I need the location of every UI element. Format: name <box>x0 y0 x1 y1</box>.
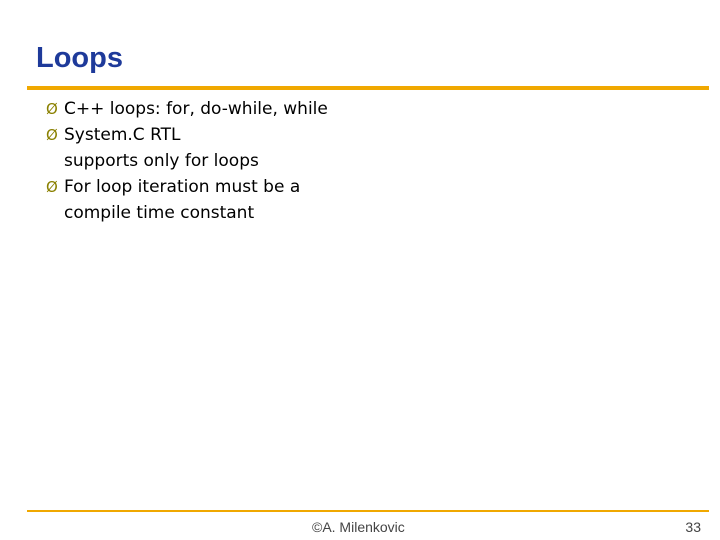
arrow-bullet-icon: Ø <box>46 178 58 196</box>
bullet-item <box>48 174 328 226</box>
title-divider <box>27 86 709 90</box>
bullet-list <box>48 96 328 226</box>
bullet-text-continuation: supports only for loops <box>64 151 259 171</box>
bullet-text: C++ loops: for, do-while, while <box>64 99 328 119</box>
bullet-text: For loop iteration must be a <box>64 177 301 197</box>
page-number: 33 <box>685 519 701 535</box>
arrow-bullet-icon: Ø <box>46 126 58 144</box>
slide-title: Loops <box>36 42 123 74</box>
bullet-text-continuation: compile time constant <box>64 203 255 223</box>
bullet-text: System.C RTL <box>64 125 181 145</box>
bullet-item <box>48 96 328 122</box>
footer-divider <box>27 510 709 512</box>
footer-author: ©A. Milenkovic <box>312 519 405 535</box>
bullet-item <box>48 122 328 174</box>
arrow-bullet-icon: Ø <box>46 100 58 118</box>
